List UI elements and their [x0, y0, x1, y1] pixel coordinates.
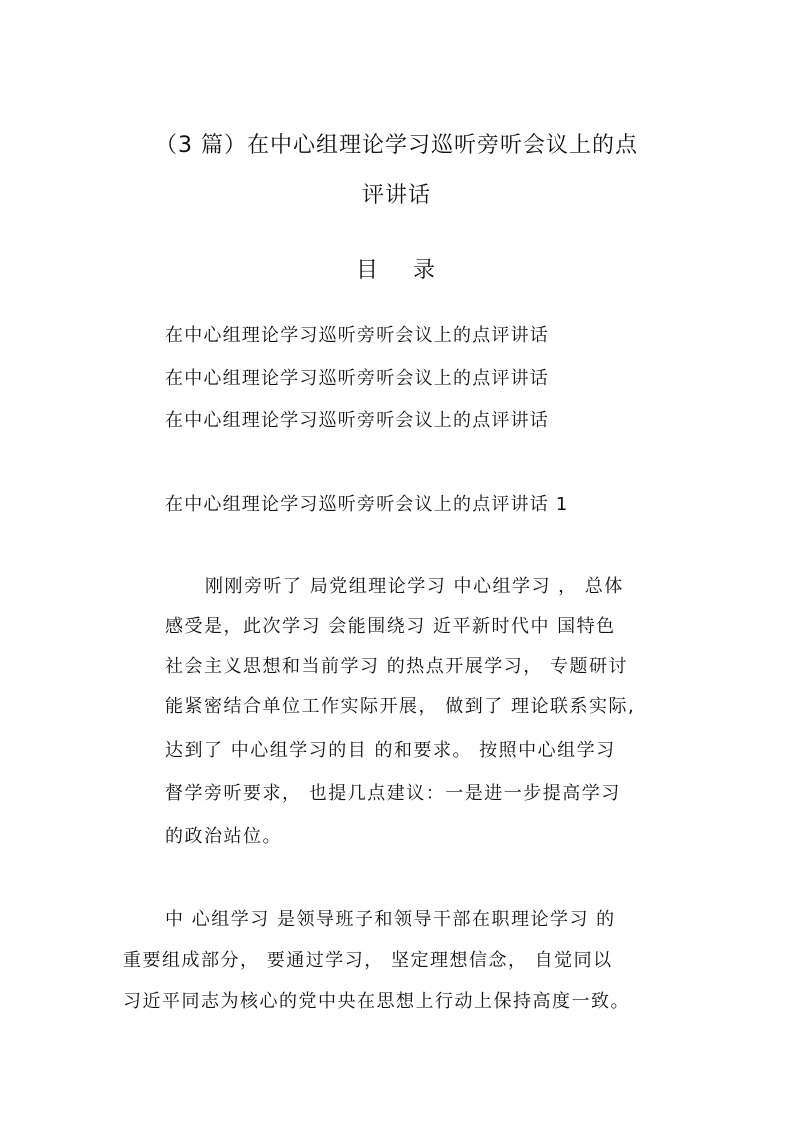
paragraph-1-line: 感受是，此次学习 会能围绕习 近平新时代中 国特色	[165, 616, 616, 637]
paragraph-2-line: 中 心组学习 是领导班子和领导干部在职理论学习 的	[165, 909, 616, 930]
paragraph-1-line: 刚刚旁听了 局党组理论学习 中心组学习 ， 总体	[205, 576, 624, 597]
paragraph-1-line: 能紧密结合单位工作实际开展， 做到了 理论联系实际,	[165, 696, 636, 717]
toc-item[interactable]: 在中心组理论学习巡听旁听会议上的点评讲话	[165, 368, 549, 389]
toc-item[interactable]: 在中心组理论学习巡听旁听会议上的点评讲话	[165, 325, 549, 346]
document-title-line-2: 评讲话	[361, 183, 431, 208]
paragraph-1-line: 达到了 中心组学习的目 的和要求。 按照中心组学习	[165, 740, 616, 761]
paragraph-1-line: 社会主义思想和当前学习 的热点开展学习， 专题研讨	[165, 656, 628, 677]
paragraph-1-line: 的政治站位。	[165, 826, 282, 847]
paragraph-2-line: 重要组成部分， 要通过学习， 坚定理想信念， 自觉同以	[123, 950, 613, 971]
paragraph-1-line: 督学旁听要求， 也提几点建议：一是进一步提高学习	[165, 783, 621, 804]
toc-heading: 目 录	[356, 258, 449, 283]
toc-item[interactable]: 在中心组理论学习巡听旁听会议上的点评讲话	[165, 410, 549, 431]
document-title-line-1: （3 篇）在中心组理论学习巡听旁听会议上的点	[155, 133, 638, 158]
paragraph-2-line: 习近平同志为核心的党中央在思想上行动上保持高度一致。	[123, 991, 630, 1012]
section-heading: 在中心组理论学习巡听旁听会议上的点评讲话 1	[165, 494, 569, 515]
